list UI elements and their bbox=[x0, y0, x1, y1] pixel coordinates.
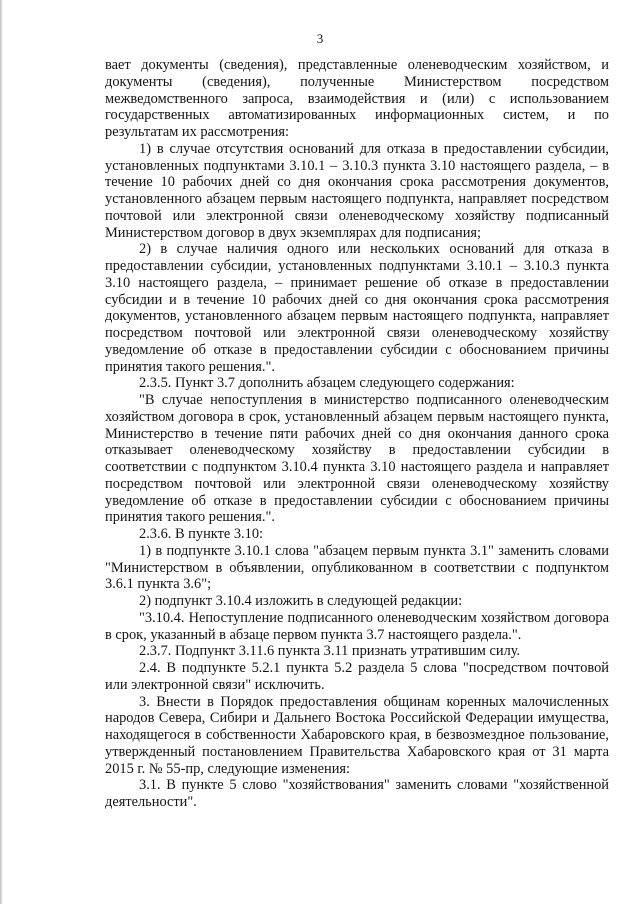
paragraph-2-3-5: 2.3.5. Пункт 3.7 дополнить абзацем следующего содержания: bbox=[139, 375, 515, 392]
paragraph-2-3-6: 2.3.6. В пункте 3.10: bbox=[139, 526, 264, 542]
paragraph-subitem-1: 1) в случае отсутствия оснований для отказа в предоставлении субсидии, установленных подпунктами 3.10.1 – 3.10.3 пункта 3.10 настоящего раздела, – в течение 10 рабочих дней со дня окончания срока рассмотрения документов, установленного абзацем первым настоящего подпункта, направляет посредством почтовой или электронной связи оленеводческому хозяйству подписанный Министерством договор в двух экземплярах для подписания; bbox=[105, 140, 609, 241]
document-body bbox=[105, 57, 609, 811]
paragraph-2-3-5-quote: "В случае непоступления в министерство подписанного оленеводческим хозяйством договора в срок, установленный абзацем первым настоящего пункта, Министерство в течение пяти рабочих дней со дня окончания данного срока отказывает оленеводческому хозяйству в предоставлении субсидии в соответствии с подпунктом 3.10.4 пункта 3.10 настоящего раздела и направляет посредством почтовой или электронной связи оленеводческому хозяйству уведомление об отказе в предоставлении субсидии с обоснованием причины принятия такого решения.". bbox=[105, 392, 609, 526]
paragraph-continuation: вает документы (сведения), представленные оленеводческим хозяйством, и документы (сведения), полученные Министерством посредством межведомственного запроса, взаимодействия и (или) с использованием государственных автоматизированных информационных систем, и по результатам их рассмотрения: bbox=[105, 57, 609, 140]
paragraph-3-1: 3.1. В пункте 5 слово "хозяйствования" заменить словами "хозяйственной деятельности". bbox=[105, 777, 609, 810]
paragraph-3-10-4-quote: "3.10.4. Непоступление подписанного оленеводческим хозяйством договора в срок, указанный в абзаце первом пункта 3.7 настоящего раздела.". bbox=[105, 609, 609, 643]
paragraph-2-4: 2.4. В подпункте 5.2.1 пункта 5.2 раздела 5 слова "посредством почтовой или электронной связи" исключить. bbox=[105, 660, 609, 693]
paragraph-subitem-2: 2) в случае наличия одного или нескольких оснований для отказа в предоставлении субсидии, установленных подпунктами 3.10.1 – 3.10.3 пункта 3.10 настоящего раздела, – принимает решение об отказе в предоставлении субсидии и в течение 10 рабочих дней со дня окончания срока рассмотрения документов, установленного абзацем первым настоящего подпункта, направляет посредством почтовой или электронной связи оленеводческому хозяйству уведомление об отказе в предоставлении субсидии с обоснованием причины принятия такого решения.". bbox=[105, 241, 609, 375]
page-number: 3 bbox=[316, 31, 324, 46]
paragraph-2-3-6-item-2: 2) подпункт 3.10.4 изложить в следующей редакции: bbox=[139, 593, 463, 609]
paragraph-3: 3. Внести в Порядок предоставления общинам коренных малочисленных народов Севера, Сибири и Дальнего Востока Российской Федерации имущества, находящегося в собственности Хабаровского края, в безвозмездное пользование, утвержденный постановлением Правительства Хабаровского края от 31 марта 2015 г. № 55-пр, следующие изменения: bbox=[105, 693, 609, 777]
paragraph-2-3-7: 2.3.7. Подпункт 3.11.6 пункта 3.11 признать утратившим силу. bbox=[139, 643, 521, 660]
scan-edge-shadow bbox=[0, 0, 3, 904]
paragraph-2-3-6-item-1: 1) в подпункте 3.10.1 слова "абзацем первым пункта 3.1" заменить словами "Министерством в объявлении, опубликованном в соответствии с подпунктом 3.6.1 пункта 3.6"; bbox=[105, 542, 609, 593]
